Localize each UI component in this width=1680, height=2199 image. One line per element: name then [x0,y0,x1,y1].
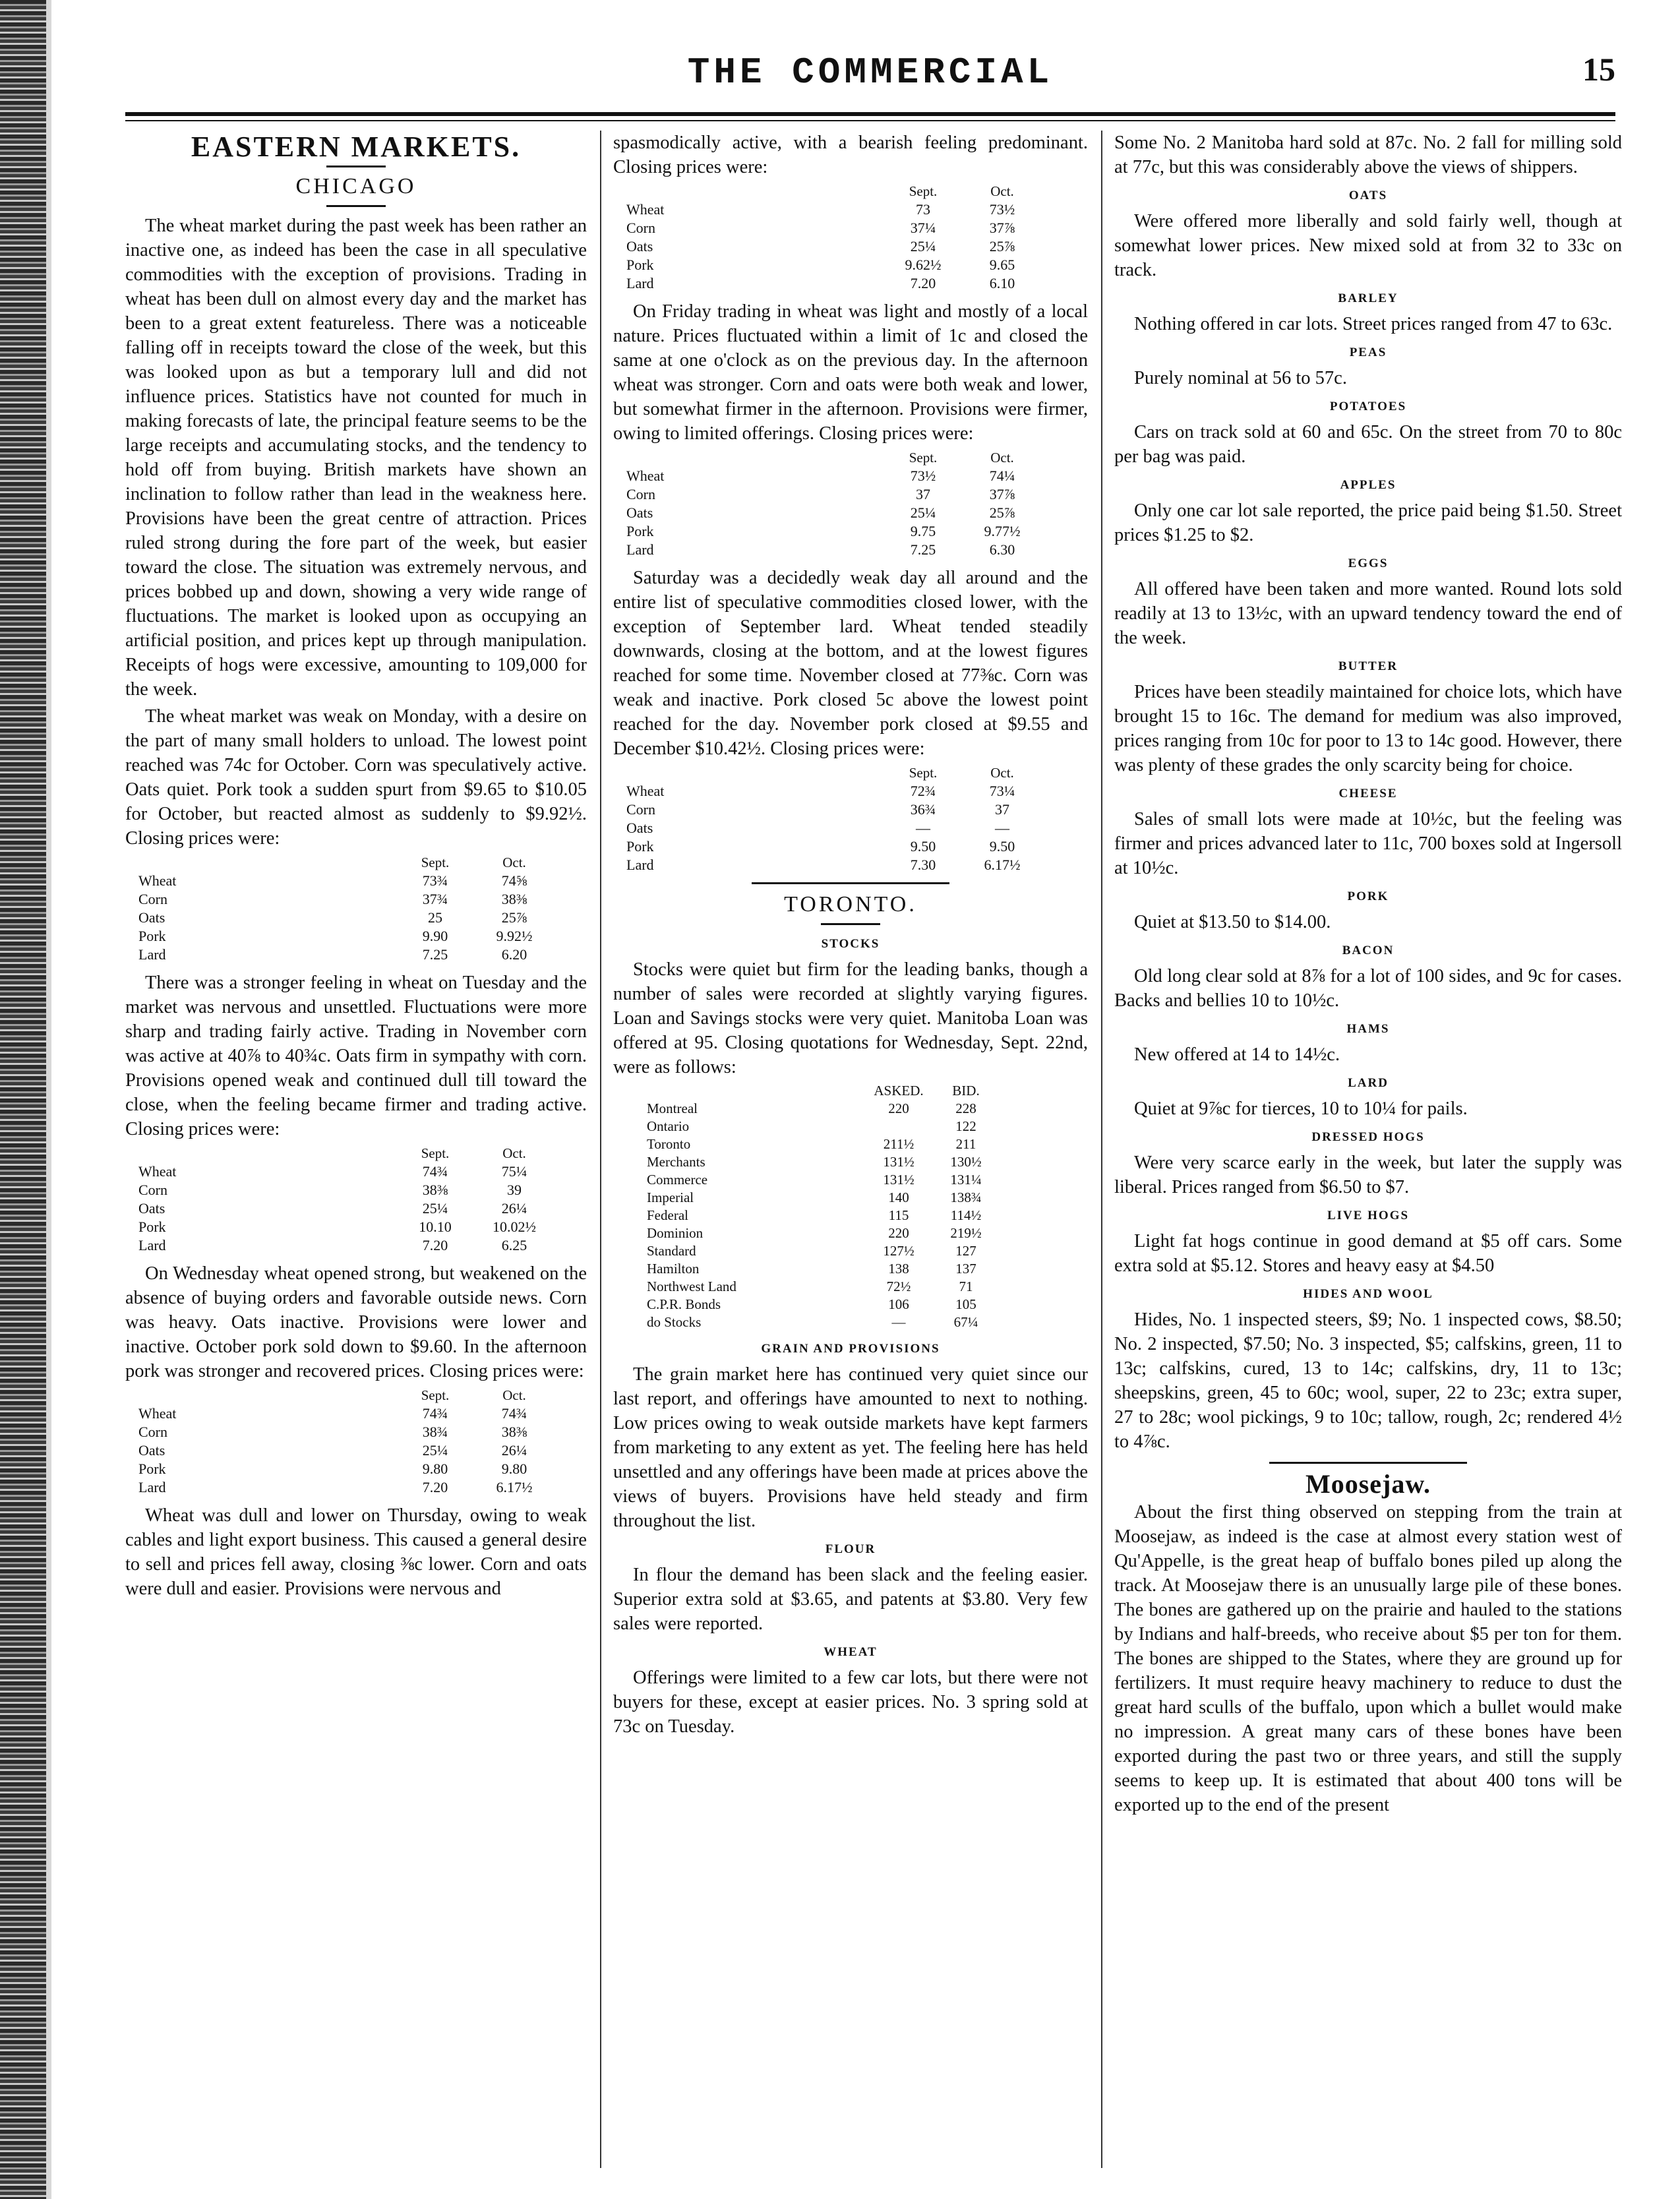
binding-spine [0,0,46,2199]
table-row: Corn 36¾ 37 [626,801,1009,818]
paragraph: There was a stronger feeling in wheat on Tuesday and the market was nervous and unsettled. Fluctuations were more sharp and trading fairly active. Trading in November corn was active at 40⅞ to 40¾c. Oats firm in sympathy with corn. Provisions opened weak and continued dull till toward the close, when the feeling became firmer and trading active. Closing prices were: [125,973,587,1139]
subsection-heading: BACON [1342,944,1395,957]
table-row: Wheat 72¾ 73¼ [626,783,1015,799]
paragraph: Quiet at 9⅞c for tierces, 10 to 10¼ for pails. [1134,1099,1468,1119]
table-row: Wheat 74¾ 74¾ [138,1405,527,1422]
table-row: Imperial 140 138¾ [647,1190,982,1205]
price-table [626,764,1042,874]
price-table [138,1144,554,1255]
column-3 [1114,131,1622,2168]
col-header: Oct. [990,450,1014,466]
table-row: Corn 38¾ 38⅜ [138,1424,527,1440]
paragraph: The wheat market during the past week has been rather an inactive one, as indeed has been the case in all speculative commodities with the exception of provisions. Trading in wheat has been dull on almost every day and the market has been to a great extent featureless. There was a noticeable falling off in receipts toward the close of the week, but this was looked upon as but a temporary lull and did not influence prices. Statistics have not counted for much in making forecasts of late, the principal feature seems to be the large receipts and accumulating stocks, and the tendency to hold off from buying. British markets have shown an inclination to follow rather than lead in the weakness here. Provisions have been the great centre of attraction. Prices ruled strong during the fore part of the week, but easier toward the close. The situation was extremely nervous, and prices bobbed up and down, showing a very wide range of fluctuations. The market is looked upon as occupying an artificial position, and prices kept up through manipulation. Receipts of hogs were excessive, amounting to 109,000 for the week. [125,216,587,700]
price-table [138,853,554,964]
paragraph: On Wednesday wheat opened strong, but weakened on the absence of buying orders and favorable outside news. Corn was heavy. Oats inactive. Provisions were lower and inactive. October pork sold down to $9.60. In the afternoon pork was stronger and recovered prices. Closing prices were: [125,1263,587,1381]
table-row: Corn 38⅜ 39 [138,1182,522,1198]
table-row: Oats 25 25⅞ [138,909,527,926]
subsection-heading: WHEAT [824,1645,878,1659]
subsection-heading: PORK [1347,889,1389,903]
subsection-heading: HIDES AND WOOL [1303,1287,1433,1301]
subsection-heading: BARLEY [1338,291,1398,305]
table-row: Lard 7.30 6.17½ [626,857,1021,873]
table-row: Corn 37 37⅞ [626,486,1015,502]
masthead [125,46,1615,119]
col-header: Sept. [909,183,938,199]
table-row: Pork 9.50 9.50 [626,838,1015,855]
col-header: Sept. [421,855,450,870]
paragraph: spasmodically active, with a bearish feeling predominant. Closing prices were: [613,133,1088,177]
subsection-heading: PEAS [1349,346,1387,359]
table-row: Lard 7.25 6.20 [138,946,527,963]
paragraph: New offered at 14 to 14½c. [1134,1044,1340,1065]
paragraph: Were very scarce early in the week, but later the supply was liberal. Prices ranged from $6.50 to $7. [1114,1153,1622,1197]
article-heading: Moosejaw. [1305,1469,1431,1499]
col-header: Oct. [990,183,1014,199]
table-row: Corn 37¼ 37⅞ [626,220,1015,236]
publication-title: THE COMMERCIAL [687,51,1054,94]
table-row: Ontario 122 [647,1118,976,1134]
paragraph: Offerings were limited to a few car lots, but there were not buyers for these, except at easier prices. No. 3 spring sold at 73c on Tuesday. [613,1668,1088,1737]
subsection-heading: LIVE HOGS [1327,1209,1410,1222]
subsection-heading: LARD [1348,1076,1389,1090]
price-table [626,448,1042,559]
table-row: Standard 127½ 127 [647,1243,976,1259]
table-row: C.P.R. Bonds 106 105 [647,1296,976,1312]
masthead-rule-thin [125,120,1615,121]
column-divider-2 [1101,131,1102,2168]
paragraph: Cars on track sold at 60 and 65c. On the street from 70 to 80c per bag was paid. [1114,422,1622,467]
paragraph: Nothing offered in car lots. Street prices ranged from 47 to 63c. [1134,314,1613,334]
paragraph: Old long clear sold at 8⅞ for a lot of 100 sides, and 9c for cases. Backs and bellies 10 to 10½c. [1114,966,1622,1011]
table-row: Commerce 131½ 131¼ [647,1172,982,1188]
col-header: Oct. [990,765,1014,781]
table-row: Pork 9.80 9.80 [138,1461,527,1477]
table-row: Oats 25¼ 25⅞ [626,238,1015,255]
column-2 [613,131,1088,2168]
masthead-rule [125,112,1615,116]
paragraph: On Friday trading in wheat was light and mostly of a local nature. Prices fluctuated within a limit of 1c and closed the same at one o'clock as on the previous day. In the afternoon wheat was stronger. Corn and oats were both weak and lower, but somewhat firmer in the afternoon. Provisions were firmer, owing to limited offerings. Closing prices were: [613,301,1088,444]
price-table [626,182,1042,293]
paragraph: Prices have been steadily maintained for choice lots, which have brought 15 to 16c. The demand for medium was also improved, prices ranging from 10c for poor to 13 to 14c good. However, there was plenty of these grades the only scarcity being for choice. [1114,682,1622,775]
divider [326,166,386,167]
table-row: Wheat 73½ 74¼ [626,467,1015,484]
table-row: Wheat 74¾ 75¼ [138,1163,527,1180]
col-header: BID. [952,1083,980,1099]
divider [326,205,386,207]
paragraph: The wheat market was weak on Monday, with a desire on the part of many small holders to unload. The lowest point reached was 74c for October. Corn was speculatively active. Oats quiet. Pork took a sudden spurt from $9.65 to $10.05 for October, but reacted almost as suddenly to $9.92½. Closing prices were: [125,706,587,849]
subsection-heading: HAMS [1346,1022,1390,1036]
col-header: Sept. [909,450,938,466]
divider [1269,1462,1467,1464]
subsection-heading: FLOUR [825,1542,876,1556]
table-row: Lard 7.20 6.17½ [138,1479,533,1495]
col-header: ASKED. [874,1083,924,1099]
divider [821,923,880,925]
col-header: Oct. [502,1387,526,1403]
table-row: Corn 37¾ 38⅜ [138,891,527,907]
paragraph: Only one car lot sale reported, the price paid being $1.50. Street prices $1.25 to $2. [1114,500,1622,545]
paragraph: Saturday was a decidedly weak day all around and the entire list of speculative commodities closed lower, with the exception of September lard. Wheat tended steadily downwards, closing at the bottom, and at the lowest figures reached for some time. November closed at 77⅜c. Corn was weak and inactive. Pork closed 5c above the lowest point reached for the day. November pork closed at $9.55 and December $10.42½. Closing prices were: [613,568,1088,759]
paragraph: About the first thing observed on stepping from the train at Moosejaw, as indeed is the case at almost every station west of Qu'Appelle, is the great heap of buffalo bones piled up along the track. At Moosejaw there is an unusually large pile of these bones. The bones are gathered up on the prairie and hauled to the stations by Indians and half-breeds, who receive about $5 per ton for them. The bones are shipped to the States, where they are ground up for fertilizers. It must require heavy machinery to reduce to dust the great hard sculls of the buffalo, upon which a bullet would make no impression. A great many cars of these bones have been exported during the past two or three years, and still the supply seems to keep up. It is estimated that about 400 tons will be exported up to the end of the present [1114,1502,1622,1815]
paragraph: Light fat hogs continue in good demand at $5 off cars. Some extra sold at $5.12. Stores and heavy easy at $4.50 [1114,1231,1622,1276]
paragraph: In flour the demand has been slack and the feeling easier. Superior extra sold at $3.65, and patents at $3.80. Very few sales were reported. [613,1565,1088,1634]
subsection-heading: DRESSED HOGS [1311,1130,1425,1144]
subsection-heading: STOCKS [821,937,880,951]
table-row: Oats 25¼ 26¼ [138,1442,527,1459]
table-row: Hamilton 138 137 [647,1261,976,1277]
table-row: Wheat 73 73½ [626,201,1015,218]
table-row: Pork 9.62½ 9.65 [626,256,1015,273]
paragraph: Hides, No. 1 inspected steers, $9; No. 1 inspected cows, $8.50; No. 2 inspected, $7.50; No. 3 inspected, $5; calfskins, green, 11 to 13c; calfskins, cured, 13 to 14c; calfskins, dry, 11 to 13c; sheepskins, green, 45 to 60c; wool, super, 22 to 23c; extra super, 27 to 28c; wool pickings, 9 to 10c; tallow, rough, 2c; rendered 4½ to 4⅞c. [1114,1310,1622,1452]
binding-edge [46,0,51,2199]
paragraph: Were offered more liberally and sold fairly well, though at somewhat lower prices. New mixed sold at from 32 to 33c on track. [1114,211,1622,280]
subsection-heading: GRAIN AND PROVISIONS [761,1342,940,1356]
col-header: Sept. [421,1387,450,1403]
price-table [138,1386,554,1497]
table-row: Merchants 131½ 130½ [647,1154,982,1170]
table-row: Pork 10.10 10.02½ [138,1219,536,1235]
page-number: 15 [1582,51,1615,88]
table-row: Lard 7.20 6.10 [626,275,1015,291]
table-row: Oats — — [626,820,1009,836]
paragraph: Quiet at $13.50 to $14.00. [1134,912,1331,932]
col-header: Oct. [502,855,526,870]
table-row: Oats 25¼ 26¼ [138,1200,527,1217]
table-row: Pork 9.90 9.92½ [138,928,533,944]
stock-table [646,1082,1000,1331]
city-heading: CHICAGO [295,174,417,198]
table-row: Lard 7.20 6.25 [138,1237,527,1253]
city-heading: TORONTO. [784,892,917,917]
table-row: Wheat 73¾ 74⅝ [138,872,527,889]
table-row: do Stocks — 67¼ [647,1314,978,1330]
paragraph: Wheat was dull and lower on Thursday, owing to weak cables and light export business. This caused a general desire to sell and prices fell away, closing ⅜c lower. Corn and oats were dull and easier. Provisions were nervous and [125,1505,587,1599]
paragraph: The grain market here has continued very quiet since our last report, and offerings have amounted to next to nothing. Low prices owing to weak outside markets have kept farmers from marketing to any extent as yet. The feeling here has held unsettled and any offerings have been made at prices above the views of buyers. Provisions have held steady and firm throughout the list. [613,1364,1088,1531]
subsection-heading: CHEESE [1338,787,1398,800]
col-header: Sept. [909,765,938,781]
paragraph: Sales of small lots were made at 10½c, but the feeling was firmer and prices advanced later to 11c, 700 boxes sold at Ingersoll at 10½c. [1114,809,1622,878]
col-header: Oct. [502,1145,526,1161]
table-row: Oats 25¼ 25⅞ [626,504,1015,521]
table-row: Toronto 211½ 211 [647,1136,976,1152]
table-row: Pork 9.75 9.77½ [626,523,1021,539]
subsection-heading: BUTTER [1338,659,1398,673]
column-divider-1 [600,131,601,2168]
table-row: Dominion 220 219½ [647,1225,982,1241]
table-row: Montreal 220 228 [647,1100,976,1116]
paragraph: All offered have been taken and more wanted. Round lots sold readily at 13 to 13½c, with an upward tendency toward the end of the week. [1114,579,1622,648]
divider [752,882,949,884]
paragraph: Purely nominal at 56 to 57c. [1134,368,1347,388]
section-heading: EASTERN MARKETS. [191,131,522,163]
paragraph: Stocks were quiet but firm for the leading banks, though a number of sales were recorded at slightly varying figures. Loan and Savings stocks were very quiet. Manitoba Loan was offered at 95. Closing quotations for Wednesday, Sept. 22nd, were as follows: [613,959,1088,1077]
subsection-heading: OATS [1348,189,1388,202]
subsection-heading: POTATOES [1329,400,1407,413]
column-1 [125,131,587,2168]
paragraph: Some No. 2 Manitoba hard sold at 87c. No. 2 fall for milling sold at 77c, but this was considerably above the views of shippers. [1114,133,1622,177]
col-header: Sept. [421,1145,450,1161]
table-row: Federal 115 114½ [647,1207,982,1223]
table-row: Lard 7.25 6.30 [626,541,1015,558]
subsection-heading: EGGS [1348,557,1389,570]
subsection-heading: APPLES [1340,478,1396,492]
table-row: Northwest Land 72½ 71 [647,1279,973,1294]
